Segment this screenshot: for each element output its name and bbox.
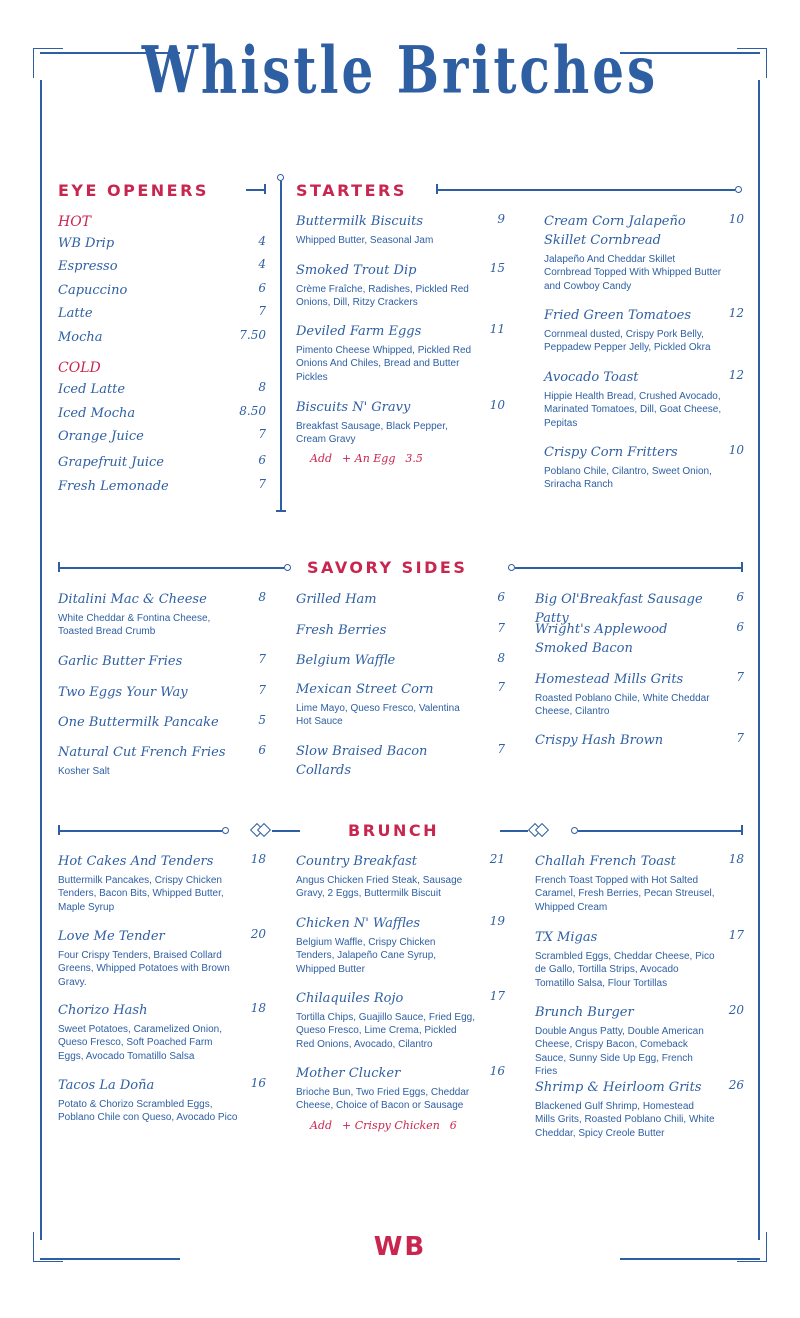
menu-item-description: Sweet Potatoes, Caramelized Onion, Queso Fresco, Soft Poached Farm Eggs, Avocado Tomatillo Salsa (58, 1024, 222, 1062)
menu-item (58, 427, 266, 446)
menu-item (58, 713, 266, 732)
sides-rule-right-end (741, 562, 743, 572)
menu-item-price: 18 (250, 1001, 266, 1015)
menu-item-price: 20 (250, 927, 266, 941)
frame-right (758, 80, 760, 1240)
menu-item-price: 4 (258, 234, 266, 248)
menu-item (535, 1003, 744, 1079)
menu-item-price: 9 (497, 212, 505, 226)
brunch-rule-right-dot (571, 827, 578, 834)
menu-item-price: 7 (497, 621, 505, 635)
menu-item (296, 1064, 505, 1113)
menu-item (535, 1078, 744, 1140)
menu-item-description: Lime Mayo, Queso Fresco, Valentina Hot Sauce (296, 703, 460, 728)
menu-item-price: 7 (258, 683, 266, 697)
menu-item (58, 477, 266, 496)
menu-item (58, 328, 266, 347)
add-price: 6 (449, 1119, 457, 1132)
menu-item-name: Espresso (58, 259, 118, 274)
menu-item (296, 742, 505, 780)
menu-item (58, 852, 266, 914)
brunch-rule-left-dot (222, 827, 229, 834)
menu-item-description: Poblano Chile, Cilantro, Sweet Onion, Sriracha Ranch (544, 466, 712, 491)
menu-item (296, 398, 505, 447)
category-cold: COLD (58, 360, 101, 376)
menu-item-description: Scrambled Eggs, Cheddar Cheese, Pico de Gallo, Tortilla Strips, Avocado Tomatillo Salsa, Flour Tortillas (535, 951, 715, 989)
menu-item (58, 257, 266, 276)
menu-item-price: 8 (497, 651, 505, 665)
menu-item-price: 16 (250, 1076, 266, 1090)
menu-item-name: Fresh Berries (296, 623, 387, 638)
menu-item-name: Grilled Ham (296, 592, 377, 607)
menu-item (544, 306, 744, 355)
column-divider (280, 181, 282, 511)
menu-item (296, 261, 505, 310)
menu-item (296, 651, 505, 670)
menu-item (535, 852, 744, 914)
frame-left (40, 80, 42, 1240)
menu-item-price: 7 (497, 742, 505, 756)
menu-item-description: Kosher Salt (58, 766, 110, 777)
menu-item-name: Natural Cut French Fries (58, 745, 226, 760)
menu-item-name: Belgium Waffle (296, 653, 396, 668)
menu-item-description: Blackened Gulf Shrimp, Homestead Mills Grits, Roasted Poblano Chili, White Cheddar, Spicy Creole Butter (535, 1101, 715, 1139)
brand-monogram: WB (373, 1232, 427, 1262)
menu-item-name: Big Ol'Breakfast Sausage Patty (535, 592, 703, 626)
menu-item-price: 7 (258, 477, 266, 491)
menu-item-name: Latte (58, 306, 93, 321)
eye-openers-rule (246, 189, 264, 191)
add-price: 3.5 (405, 452, 423, 465)
menu-item-description: Four Crispy Tenders, Braised Collard Greens, Whipped Potatoes with Brown Gravy. (58, 950, 230, 988)
menu-item-price: 7 (736, 731, 744, 745)
menu-item (544, 368, 744, 430)
menu-item-price: 12 (728, 306, 744, 320)
menu-item-price: 17 (728, 928, 744, 942)
sides-rule-left (58, 567, 284, 569)
menu-item-description: Hippie Health Bread, Crushed Avocado, Marinated Tomatoes, Dill, Goat Cheese, Pepitas (544, 391, 722, 429)
menu-item-price: 7 (258, 304, 266, 318)
menu-item-name: Slow Braised Bacon Collards (296, 744, 428, 778)
starters-add-on (310, 452, 433, 465)
menu-item-price: 15 (489, 261, 505, 275)
brunch-rule-left-tail (272, 830, 300, 832)
menu-item-name: Buttermilk Biscuits (296, 214, 424, 229)
menu-item-name: Chorizo Hash (58, 1003, 148, 1018)
menu-item-name: Mother Clucker (296, 1066, 401, 1081)
menu-item-name: Hot Cakes And Tenders (58, 854, 214, 869)
add-label: Add (310, 452, 333, 465)
menu-item-price: 12 (728, 368, 744, 382)
menu-item (58, 404, 266, 423)
section-title-brunch: BRUNCH (348, 821, 440, 840)
menu-item-price: 4 (258, 257, 266, 271)
menu-item-name: Fried Green Tomatoes (544, 308, 692, 323)
add-label: Add (310, 1119, 333, 1132)
menu-item-price: 7.50 (239, 328, 266, 342)
menu-item-price: 18 (250, 852, 266, 866)
menu-item (58, 234, 266, 253)
menu-item-name: Grapefruit Juice (58, 455, 164, 470)
menu-item (58, 380, 266, 399)
menu-item-price: 8 (258, 380, 266, 394)
menu-item-name: Crispy Corn Fritters (544, 445, 678, 460)
menu-item (535, 620, 744, 658)
menu-item-description: Crème Fraîche, Radishes, Pickled Red Onions, Dill, Ritzy Crackers (296, 284, 469, 309)
menu-item (296, 212, 505, 247)
menu-item-name: Two Eggs Your Way (58, 685, 188, 700)
menu-item (58, 453, 266, 472)
starters-rule (437, 189, 735, 191)
menu-item (535, 731, 744, 750)
menu-item-name: Chilaquiles Rojo (296, 991, 404, 1006)
starters-rule-dot (735, 186, 742, 193)
menu-item-price: 10 (728, 212, 744, 226)
menu-item-name: WB Drip (58, 236, 115, 251)
menu-item-price: 20 (728, 1003, 744, 1017)
menu-item-price: 7 (497, 680, 505, 694)
divider-dot-top (277, 174, 284, 181)
menu-item-description: Buttermilk Pancakes, Crispy Chicken Tenders, Bacon Bits, Whipped Butter, Maple Syrup (58, 875, 224, 913)
menu-item-description: Angus Chicken Fried Steak, Sausage Gravy, 2 Eggs, Buttermilk Biscuit (296, 875, 463, 900)
brunch-rule-right-end (741, 825, 743, 835)
menu-item-price: 5 (258, 713, 266, 727)
menu-item-name: Shrimp & Heirloom Grits (535, 1080, 702, 1095)
menu-item-price: 6 (497, 590, 505, 604)
menu-item-price: 8.50 (239, 404, 266, 418)
sides-rule-left-dot (284, 564, 291, 571)
menu-item-price: 6 (736, 620, 744, 634)
menu-item-price: 10 (489, 398, 505, 412)
menu-item-name: Fresh Lemonade (58, 479, 169, 494)
menu-item-name: Country Breakfast (296, 854, 417, 869)
menu-item-price: 6 (736, 590, 744, 604)
menu-item-price: 10 (728, 443, 744, 457)
menu-item-description: Tortilla Chips, Guajillo Sauce, Fried Egg, Queso Fresco, Lime Crema, Pickled Red Onions, Avocado, Cilantro (296, 1012, 475, 1050)
brunch-rule-left (58, 830, 222, 832)
menu-item-name: Brunch Burger (535, 1005, 634, 1020)
menu-item (296, 680, 505, 729)
menu-item-description: Pimento Cheese Whipped, Pickled Red Onions And Chiles, Bread and Butter Pickles (296, 345, 472, 383)
menu-item (58, 1076, 266, 1125)
section-title-starters: STARTERS (296, 181, 407, 200)
menu-item-description: Roasted Poblano Chile, White Cheddar Cheese, Cilantro (535, 693, 710, 718)
menu-item-name: Avocado Toast (544, 370, 639, 385)
menu-item (58, 652, 266, 671)
menu-item-price: 6 (258, 281, 266, 295)
menu-item (58, 927, 266, 989)
menu-item-price: 18 (728, 852, 744, 866)
menu-item-description: Brioche Bun, Two Fried Eggs, Cheddar Cheese, Choice of Bacon or Sausage (296, 1087, 470, 1112)
menu-item (58, 590, 266, 639)
sides-rule-right (515, 567, 743, 569)
menu-item-name: Homestead Mills Grits (535, 672, 684, 687)
menu-item (544, 443, 744, 492)
menu-item-price: 7 (258, 652, 266, 666)
menu-item (296, 852, 505, 901)
menu-item-name: TX Migas (535, 930, 598, 945)
menu-item-name: Tacos La Doña (58, 1078, 155, 1093)
menu-item-name: Mexican Street Corn (296, 682, 434, 697)
menu-item-description: Jalapeño And Cheddar Skillet Cornbread Topped With Whipped Butter and Cowboy Candy (544, 254, 722, 292)
menu-item (544, 212, 744, 293)
menu-item-name: One Buttermilk Pancake (58, 715, 219, 730)
menu-item-description: Whipped Butter, Seasonal Jam (296, 235, 434, 246)
menu-item-name: Iced Mocha (58, 406, 136, 421)
brunch-rule-right-tail (500, 830, 528, 832)
add-item: + Crispy Chicken (342, 1119, 440, 1132)
menu-item (296, 621, 505, 640)
menu-item-name: Orange Juice (58, 429, 144, 444)
menu-item (535, 928, 744, 990)
menu-item (296, 989, 505, 1051)
menu-item-name: Crispy Hash Brown (535, 733, 664, 748)
menu-item (296, 590, 505, 609)
menu-item-price: 8 (258, 590, 266, 604)
menu-item-price: 7 (258, 427, 266, 441)
menu-item (58, 1001, 266, 1063)
menu-item-price: 26 (728, 1078, 744, 1092)
menu-item-description: French Toast Topped with Hot Salted Caramel, Fresh Berries, Pecan Streusel, Whipped Cream (535, 875, 715, 913)
menu-item (535, 670, 744, 719)
menu-item-price: 17 (489, 989, 505, 1003)
brunch-rule-right (578, 830, 743, 832)
menu-item (58, 683, 266, 702)
menu-item-name: Iced Latte (58, 382, 126, 397)
menu-item-name: Garlic Butter Fries (58, 654, 183, 669)
add-item: + An Egg (342, 452, 396, 465)
menu-item (58, 743, 266, 778)
menu-item-name: Love Me Tender (58, 929, 165, 944)
menu-item-name: Biscuits N' Gravy (296, 400, 411, 415)
menu-item (58, 304, 266, 323)
menu-item (296, 322, 505, 384)
section-title-savory-sides: SAVORY SIDES (307, 558, 468, 577)
menu-item-price: 7 (736, 670, 744, 684)
menu-item-price: 6 (258, 453, 266, 467)
brunch-add-on (310, 1119, 467, 1132)
menu-item-name: Mocha (58, 330, 103, 345)
menu-item-price: 6 (258, 743, 266, 757)
menu-item-name: Smoked Trout Dip (296, 263, 417, 278)
menu-item-description: Double Angus Patty, Double American Cheese, Crispy Bacon, Comeback Sauce, Sunny Side Up Egg, French Fries (535, 1026, 704, 1078)
eye-openers-rule-end (264, 184, 266, 194)
menu-item-name: Cream Corn Jalapeño Skillet Cornbread (544, 214, 686, 248)
menu-item-price: 21 (489, 852, 505, 866)
menu-item-price: 19 (489, 914, 505, 928)
menu-item-description: Breakfast Sausage, Black Pepper, Cream Gravy (296, 421, 448, 446)
menu-item (296, 914, 505, 976)
menu-item-name: Capuccino (58, 283, 128, 298)
category-hot: HOT (58, 214, 92, 230)
menu-item-price: 16 (489, 1064, 505, 1078)
menu-item-price: 11 (489, 322, 505, 336)
brand-logo: Whistle Britches (141, 31, 659, 108)
menu-item-name: Challah French Toast (535, 854, 676, 869)
column-divider-foot (276, 510, 286, 512)
menu-item-description: White Cheddar & Fontina Cheese, Toasted Bread Crumb (58, 613, 211, 638)
menu-item-name: Ditalini Mac & Cheese (58, 592, 207, 607)
menu-item (58, 281, 266, 300)
sides-rule-right-dot (508, 564, 515, 571)
menu-item-name: Chicken N' Waffles (296, 916, 421, 931)
menu-item-description: Belgium Waffle, Crispy Chicken Tenders, Jalapeño Cane Syrup, Whipped Butter (296, 937, 437, 975)
menu-item-description: Cornmeal dusted, Crispy Pork Belly, Peppadew Pepper Jelly, Pickled Okra (544, 329, 711, 354)
menu-item-description: Potato & Chorizo Scrambled Eggs, Poblano Chile con Queso, Avocado Pico (58, 1099, 238, 1124)
menu-item-name: Wright's Applewood Smoked Bacon (535, 622, 668, 656)
menu-item-name: Deviled Farm Eggs (296, 324, 422, 339)
section-title-eye-openers: EYE OPENERS (58, 181, 209, 200)
